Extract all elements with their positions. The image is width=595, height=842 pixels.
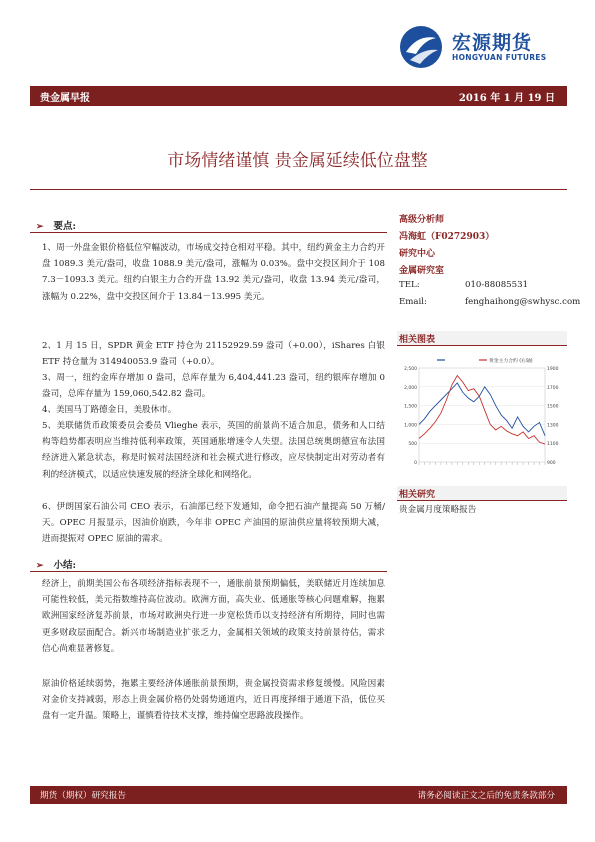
brand-logo: [398, 24, 568, 70]
key-point-3: 3、周一，纽约金库存增加 0 盎司，总库存量为 6,404,441.23 盎司，纽约银库存增加 0 盎司，总库存量为 159,060,542.82 盎司。: [42, 373, 385, 400]
series-line-1: [419, 383, 545, 436]
y-right-tick-label: 1100: [547, 442, 559, 448]
logo-mark-icon: [398, 24, 444, 70]
key-point-6: 6、伊朗国家石油公司 CEO 表示，石油部已经下发通知，命令把石油产量提高 50 万桶/天。OPEC 月报显示，因油价崩跌，今年非 OPEC 产油国的原油供应量将较预期大减，进而提振对 OPEC 原油的需求。: [42, 502, 385, 545]
report-date: 2016 年 1 月 19 日: [458, 93, 555, 104]
related-research-item[interactable]: 贵金属月度策略报告: [399, 505, 477, 515]
related-research-header: [397, 486, 567, 501]
analyst-name: 冯海虹（F0272903）: [399, 232, 495, 242]
y-left-tick-label: 0: [414, 461, 417, 466]
arrow-marker-icon: ➢: [36, 222, 44, 232]
summary-paragraph-2: 原油价格延续弱势，拖累主要经济体通胀前景预期，贵金属投资需求修复缓慢。风险因素对金价支持减弱，形态上贵金属价格仍处弱势通道内，近日再度择细于通道下沿，低位买盘有一定升温。策略上，谨慎看待技术支撑，维持偏空思路波段操作。: [42, 679, 385, 722]
series-line-2: [419, 376, 545, 445]
summary-heading: [36, 557, 76, 571]
footer-left: 期货（期权）研究报告: [40, 791, 126, 801]
page-title: 市场情绪谨慎 贵金属延续低位盘整: [167, 151, 428, 171]
key-points-label: 要点:: [53, 221, 77, 232]
footer-bar: [30, 786, 567, 804]
legend-label: 黄金主力合约 (右轴): [489, 359, 533, 364]
summary-rule: [30, 571, 387, 572]
y-right-tick-label: 1500: [547, 404, 559, 410]
arrow-marker-icon: ➢: [36, 561, 44, 571]
y-left-tick-label: 2,000: [404, 385, 417, 391]
footer-right: 请务必阅读正文之后的免责条款部分: [417, 791, 555, 801]
key-point-1: 1、周一外盘金银价格低位窄幅波动，市场成交持仓相对平稳。其中，纽约黄金主力合约开盘 1089.3 美元/盎司，收盘 1088.9 美元/盎司，涨幅为 0.03%。盘中交投区间介于 1087.3－1093.3 美元。纽约白银主力合约开盘 13.92 美元/盎司，收盘 13.94 美元/盎司，涨幅为 0.22%，盘中交投区间介于 13.84－13.995 美元。: [42, 243, 385, 302]
research-dept: 研究中心: [399, 249, 436, 259]
header-bar: [30, 86, 567, 106]
y-right-tick-label: 1900: [547, 367, 559, 372]
plot-area: [419, 368, 545, 462]
y-right-tick-label: 900: [547, 461, 556, 466]
y-right-tick-label: 1700: [547, 385, 559, 391]
key-point-2: 2、1 月 15 日，SPDR 黄金 ETF 持仓为 21152929.59 盎司（+0.00），iShares 白银 ETF 持仓量为 314940053.9 盎司（+0.0）。: [42, 341, 385, 368]
summary-label: 小结:: [53, 560, 77, 571]
related-research-label: 相关研究: [399, 490, 436, 500]
related-chart-label: 相关图表: [399, 335, 436, 345]
summary-paragraph-1: 经济上，前期美国公布各项经济指标表现不一，通胀前景预期偏低，美联储近月连续加息可能性较低，美元指数维持高位波动。欧洲方面，高失业、低通胀等核心问题难解，拖累欧洲国家经济复苏前景，市场对欧洲央行进一步宽松货币以支持经济有所期待，同时也需更多财政层面配合。新兴市场制造业扩张乏力，金属相关领域的政策支持前景待估，需求信心尚难显著修复。: [42, 579, 385, 654]
brand-name-en: HONGYUAN FUTURES: [452, 53, 547, 62]
y-left-tick-label: 1,000: [404, 423, 417, 429]
y-left-tick-label: 500: [408, 442, 417, 448]
report-type: 贵金属早报: [40, 93, 90, 104]
related-chart-header: [397, 331, 567, 346]
analyst-title: 高级分析师: [399, 215, 445, 225]
key-point-5: 5、美联储货币政策委员会委员 Vlieghe 表示，英国的前景尚不适合加息，债务和人口结构等趋势都表明应当维持低利率政策，英国通胀增速令人失望。法国总统奥朗德宣布法国经济进入紧急状态，称是时候对法国经济和社会模式进行修改，应尽快制定出对劳动者有利的经济模式，以适应快速发展的经济全球化和网络化。: [42, 421, 385, 480]
y-left-tick-label: 2,500: [404, 367, 417, 372]
research-team: 金属研究室: [399, 266, 445, 276]
key-points-heading: [36, 218, 76, 232]
title-divider: [30, 189, 567, 190]
email-label: Email:: [399, 297, 427, 307]
related-chart: [397, 352, 567, 474]
key-point-4: 4、美国马丁路德金日，美股休市。: [42, 405, 177, 415]
email-value[interactable]: fenghaihong@swhysc.com: [465, 297, 581, 307]
tel-value: 010-88085531: [465, 280, 529, 290]
brand-name-cn: 宏源期货: [452, 32, 533, 54]
y-right-tick-label: 1300: [547, 423, 559, 429]
y-left-tick-label: 1,500: [404, 404, 417, 410]
tel-label: TEL:: [399, 280, 420, 290]
key-points-rule: [30, 232, 387, 233]
